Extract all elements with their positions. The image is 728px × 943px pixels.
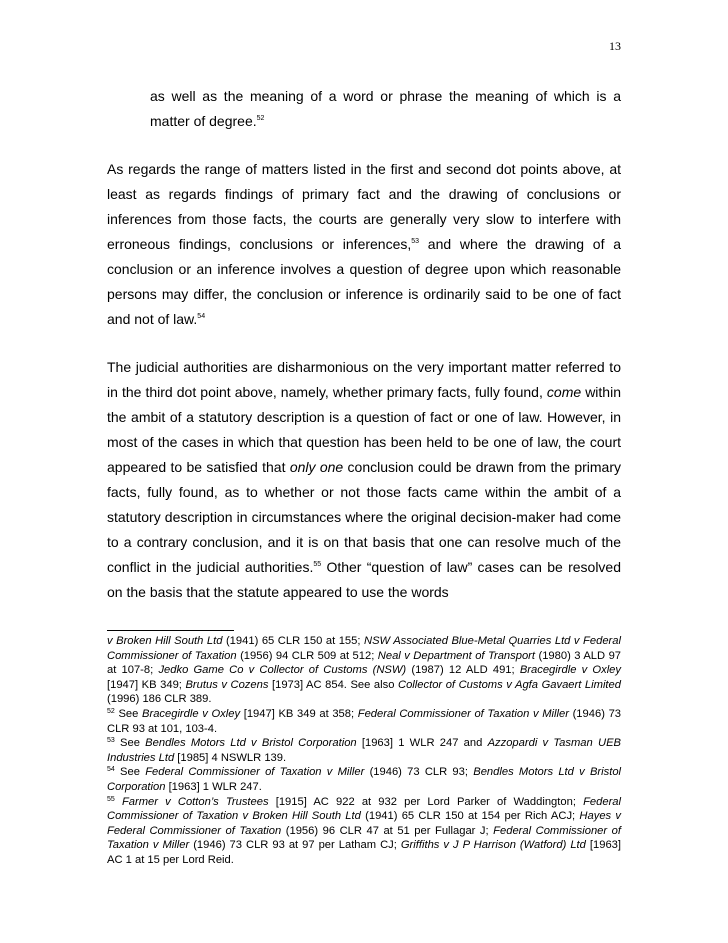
paragraph-range-of-matters: As regards the range of matters listed in the first and second dot points above, at least as regards findings of primary fact and the drawing of conclusions or inferences from those facts, the courts are generally very slow to interfere with erroneous findings, conclusions or inferences,$^{53}$ and where the drawing of a conclusion or an inference involves a question of degree upon which reasonable persons may differ, the conclusion or inference is ordinarily said to be one of fact and not of law.$^{54}$ [107, 161, 621, 327]
footnote-52: $^{52}$ See Bracegirdle v Oxley [1947] KB 349 at 358; Federal Commissioner of Taxation v Miller (1946) 73 CLR 93 at 101, 103-4. [107, 707, 622, 735]
footnote-ref-52[interactable]: 52 [256, 115, 265, 122]
footnote-continuation: v Broken Hill South Ltd (1941) 65 CLR 150 at 155; NSW Associated Blue-Metal Quarries Ltd v Federal Commissioner of Taxation (1956) 94 CLR 509 at 512; Neal v Department of Transport (1980) 3 ALD 97 at 107-8; Jedko Game Co v Collector of Customs (NSW) (1987) 12 ALD 491; Bracegirdle v Oxley [1947] KB 349; Brutus v Cozens [1973] AC 854. See also Collector of Customs v Agfa Gavaert Limited (1996) 186 CLR 389. [107, 635, 622, 706]
footnotes [107, 634, 621, 868]
footnote-54: $^{54}$ See Federal Commissioner of Taxation v Miller (1946) 73 CLR 93; Bendles Motors Ltd v Bristol Corporation [1963] 1 WLR 247. [107, 766, 622, 793]
footnote-ref-55[interactable]: 55 [313, 561, 322, 568]
paragraph-judicial-authorities: The judicial authorities are disharmonious on the very important matter referred to in the third dot point above, namely, whether primary facts, fully found, come within the ambit of a statutory description is a question of fact or one of law. However, in most of the cases in which that question has been held to be one of law, the court appeared to be satisfied that only one conclusion could be drawn from the primary facts, fully found, as to whether or not those facts came within the ambit of a statutory description in circumstances where the original decision-maker had come to a contrary conclusion, and it is on that basis that one can resolve much of the conflict in the judicial authorities.$^{55}$ Other “question of law” cases can be resolved on the basis that the statute appeared to use the words [107, 359, 622, 600]
footnote-ref-53[interactable]: 53 [411, 238, 420, 245]
page-number: 13 [609, 39, 621, 53]
paragraph-continuation: as well as the meaning of a word or phrase the meaning of which is a matter of degree.$^{52}$ [150, 88, 621, 129]
footnote-55: $^{55}$ Farmer v Cotton’s Trustees [1915] AC 922 at 932 per Lord Parker of Waddington; Federal Commissioner of Taxation v Broken Hill South Ltd (1941) 65 CLR 150 at 154 per Rich ACJ; Hayes v Federal Commissioner of Taxation (1956) 96 CLR 47 at 51 per Fullagar J; Federal Commissioner of Taxation v Miller (1946) 73 CLR 93 at 97 per Latham CJ; Griffiths v J P Harrison (Watford) Ltd [1963] AC 1 at 15 per Lord Reid. [107, 795, 622, 866]
footnote-separator [107, 630, 234, 631]
footnote-ref-54[interactable]: 54 [197, 313, 206, 320]
footnote-53: $^{53}$ See Bendles Motors Ltd v Bristol Corporation [1963] 1 WLR 247 and Azzopardi v Tasman UEB Industries Ltd [1985] 4 NSWLR 139. [107, 737, 621, 764]
